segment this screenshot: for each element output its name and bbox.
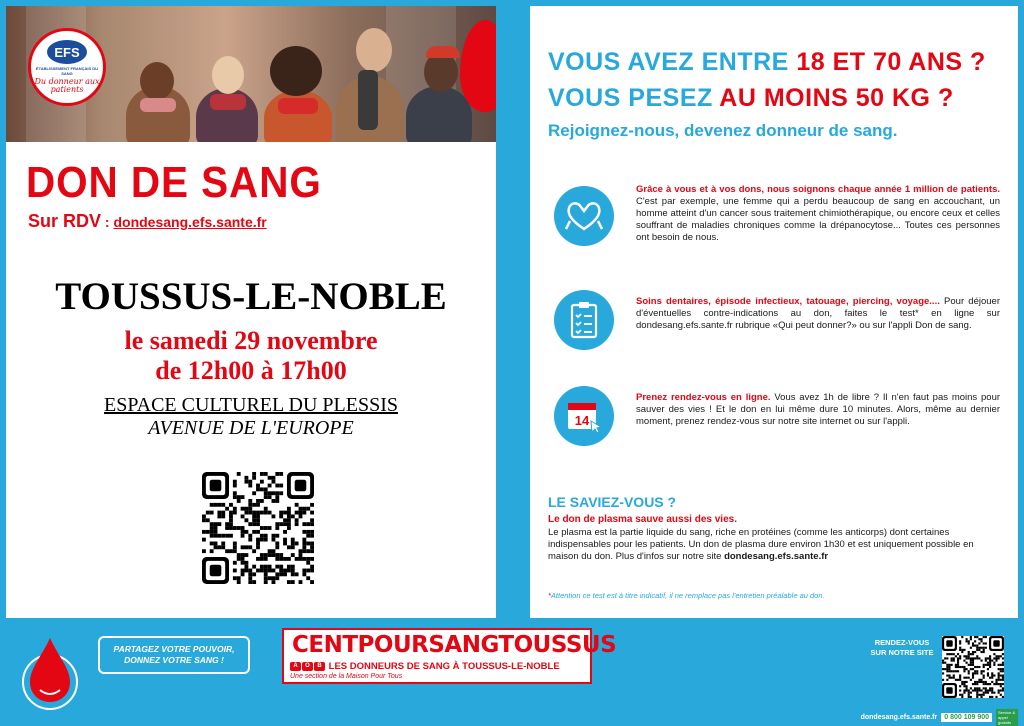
plasma-link[interactable]: dondesang.efs.sante.fr xyxy=(724,551,829,562)
calendar-day: 14 xyxy=(574,413,590,428)
heart-hands-icon xyxy=(554,186,614,246)
info-appointment-bold: Prenez rendez-vous en ligne. xyxy=(636,392,771,403)
centpoursang-subtitle-text: LES DONNEURS DE SANG À TOUSSUS-LE-NOBLE xyxy=(328,661,560,672)
person-head xyxy=(140,62,174,100)
centpoursang-title: CENTPOURSANGTOUSSUS xyxy=(292,632,617,658)
person-head xyxy=(212,56,244,94)
info-appointment-text: Vous avez 1h de libre ? Il n'en faut pas moins pour sauver des vies ! Et le don en lui même dure 10 minutes. Alors, même au dernier moment, prenez rendez-vous sur notre site internet ou sur l'appli. xyxy=(636,392,1001,427)
left-poster-panel xyxy=(6,6,496,618)
blood-type-pill: B xyxy=(314,662,325,671)
plasma-title: Le don de plasma sauve aussi des vies. xyxy=(548,514,737,525)
scarf xyxy=(278,98,318,114)
rdv-site-line2: SUR NOTRE SITE xyxy=(870,648,934,657)
info-contraindications-bold: Soins dentaires, épisode infectieux, tatouage, piercing, voyage.... xyxy=(636,296,940,307)
weight-question-highlight: AU MOINS 50 KG ? xyxy=(719,84,954,112)
donors-photo xyxy=(6,6,496,142)
note-star: * xyxy=(548,591,551,600)
beanie xyxy=(426,46,460,58)
info-contraindications-text: Pour déjouer d'éventuelles contre-indications au don, faites le test* en ligne sur dondesang.efs.sante.fr rubrique «Qui peut donner?» ou sur l'appli Don de sang. xyxy=(636,296,1000,331)
efs-logo xyxy=(28,28,106,106)
rdv-label: Sur RDV xyxy=(28,211,102,231)
blood-drop-icon xyxy=(22,632,78,710)
footer-contact xyxy=(838,710,1024,724)
scarf xyxy=(358,70,378,130)
venue-name: ESPACE CULTUREL DU PLESSIS xyxy=(104,394,398,416)
efs-logo-letters: EFS xyxy=(47,40,87,64)
centpoursang-logo xyxy=(282,628,617,684)
weight-question xyxy=(548,84,954,113)
centpoursang-note: Une section de la Maison Pour Tous xyxy=(290,673,403,680)
centpoursang-subtitle xyxy=(290,661,560,672)
event-date xyxy=(6,326,496,386)
age-question-prefix: VOUS AVEZ ENTRE xyxy=(548,48,797,76)
right-info-panel xyxy=(530,6,1018,618)
scarf xyxy=(140,98,176,112)
share-slogan-line1: PARTAGEZ VOTRE POUVOIR, xyxy=(113,644,235,654)
person xyxy=(406,86,472,142)
weight-question-prefix: VOUS PESEZ xyxy=(548,84,720,112)
calendar-icon xyxy=(554,386,614,446)
note-text: Attention ce test est à titre indicatif, il ne remplace pas l'entretien préalable au don. xyxy=(550,591,825,600)
poster-title: DON DE SANG xyxy=(26,158,322,207)
rdv-site-label xyxy=(862,638,942,658)
info-patients-text: C'est par exemple, une femme qui a perdu beaucoup de sang en accouchant, un homme atteint d'un cancer sous traitement chimiothérapique, ou encore ceux et celles souffrant de maladies chroniques comme la drépanocytose... Toutes ces personnes ont besoin de nous. xyxy=(636,196,1000,243)
person-head xyxy=(270,46,322,96)
footer-free-call: Service & appel gratuits xyxy=(996,709,1018,726)
person-head xyxy=(424,52,458,92)
info-appointment xyxy=(636,392,1000,428)
did-you-know-heading: LE SAVIEZ-VOUS ? xyxy=(548,494,677,510)
blood-drop-icon xyxy=(460,20,496,112)
footer-site[interactable]: dondesang.efs.sante.fr xyxy=(860,713,938,721)
scarf xyxy=(210,94,246,110)
share-slogan xyxy=(98,636,250,674)
efs-logo-tagline: Du donneur aux patients xyxy=(34,77,100,94)
age-question-highlight: 18 ET 70 ANS ? xyxy=(796,48,986,76)
footer-phone[interactable]: 0 800 109 900 xyxy=(941,713,992,722)
event-date-hours: de 12h00 à 17h00 xyxy=(155,356,347,385)
plasma-text xyxy=(548,527,998,563)
event-date-day: le samedi 29 novembre xyxy=(124,326,378,355)
info-contraindications xyxy=(636,296,1000,332)
test-disclaimer xyxy=(548,591,825,600)
rdv-site-line1: RENDEZ-VOUS xyxy=(874,638,930,647)
rdv-separator: : xyxy=(101,214,114,230)
qr-code-icon[interactable] xyxy=(202,472,314,584)
rdv-link[interactable]: dondesang.efs.sante.fr xyxy=(113,214,267,230)
venue-street: AVENUE DE L'EUROPE xyxy=(148,417,354,439)
blood-type-pill: O xyxy=(302,662,313,671)
plasma-body: Le plasma est la partie liquide du sang, riche en protéines (comme les anticorps) dont certaines indispensables pour les patients. Un don de plasma dure environ 1h30 et est uniquement possible en maison du don. Plus d'infos sur notre site xyxy=(548,527,974,562)
share-slogan-line2: DONNEZ VOTRE SANG ! xyxy=(124,655,224,665)
age-question xyxy=(548,48,986,77)
person-head xyxy=(356,28,392,72)
join-tagline: Rejoignez-nous, devenez donneur de sang. xyxy=(548,121,898,140)
city-name: TOUSSUS-LE-NOBLE xyxy=(55,275,447,318)
efs-logo-org: ÉTABLISSEMENT FRANÇAIS DU SANG xyxy=(35,66,99,76)
info-patients-bold: Grâce à vous et à vos dons, nous soignons chaque année 1 million de patients. xyxy=(636,184,1000,195)
info-patients xyxy=(636,184,1000,244)
qr-code-icon[interactable] xyxy=(942,636,1004,698)
checklist-icon xyxy=(554,290,614,350)
rdv-line xyxy=(28,211,267,232)
blood-type-pill: A xyxy=(290,662,301,671)
